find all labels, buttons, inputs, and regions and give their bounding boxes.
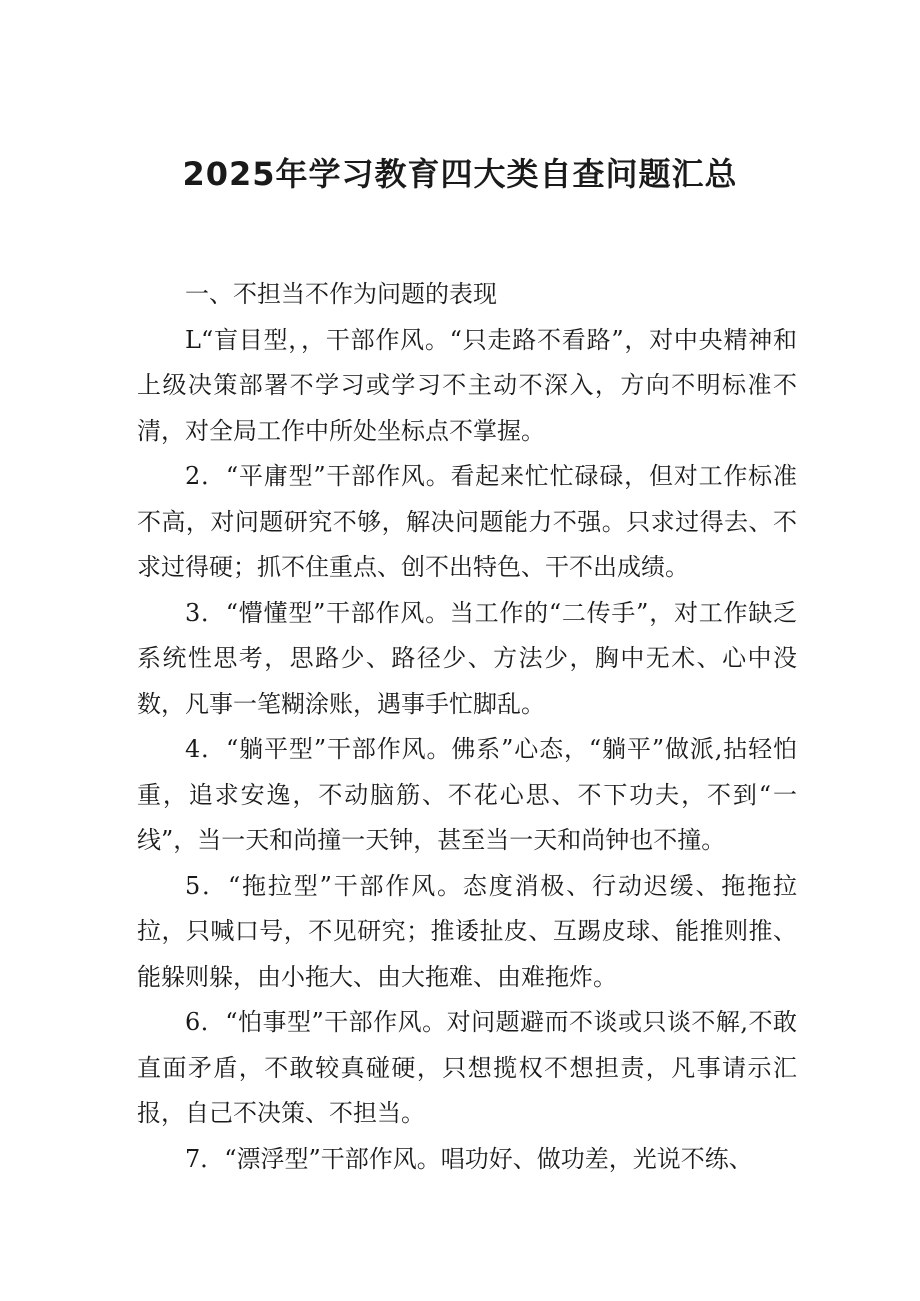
document-title: 2025年学习教育四大类自查问题汇总	[182, 155, 738, 193]
section-heading: 一、不担当不作为问题的表现	[185, 280, 497, 308]
document-body	[137, 272, 797, 1182]
paragraph-item-4: 4．“躺平型”干部作风。佛系”心态，“躺平”做派,拈轻怕重，追求安逸，不动脑筋、不花心思、不下功夫，不到“一线”，当一天和尚撞一天钟，甚至当一天和尚钟也不撞。	[137, 735, 797, 854]
paragraph-item-7: 7．“漂浮型”干部作风。唱功好、做功差，光说不练、	[185, 1144, 753, 1173]
paragraph-item-6: 6．“怕事型”干部作风。对问题避而不谈或只谈不解,不敢直面矛盾，不敢较真碰硬，只想揽权不想担责，凡事请示汇报，自己不决策、不担当。	[137, 1008, 797, 1127]
paragraph-item-1: L“盲目型，，干部作风。“只走路不看路”，对中央精神和上级决策部署不学习或学习不主动不深入，方向不明标准不清，对全局工作中所处坐标点不掌握。	[137, 325, 797, 445]
paragraph-item-5: 5．“拖拉型”干部作风。态度消极、行动迟缓、拖拖拉拉，只喊口号，不见研究；推诿扯皮、互踢皮球、能推则推、能躲则躲，由小拖大、由大拖难、由难拖炸。	[137, 871, 797, 991]
paragraph-item-2: 2．“平庸型”干部作风。看起来忙忙碌碌，但对工作标准不高，对问题研究不够，解决问题能力不强。只求过得去、不求过得硬；抓不住重点、创不出特色、干不出成绩。	[137, 462, 797, 581]
paragraph-item-3: 3．“懵懂型”干部作风。当工作的“二传手”，对工作缺乏系统性思考，思路少、路径少、方法少，胸中无术、心中没数，凡事一笔糊涂账，遇事手忙脚乱。	[137, 598, 797, 718]
